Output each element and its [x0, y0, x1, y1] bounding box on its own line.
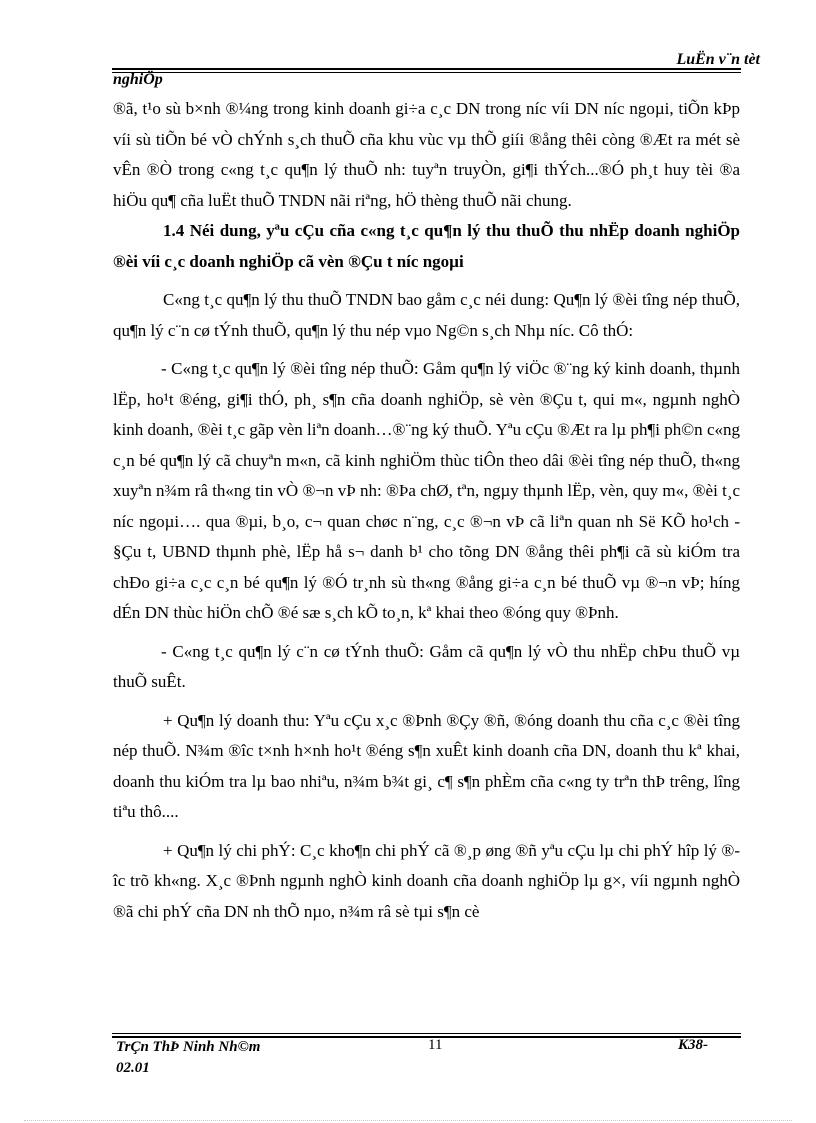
footer-author-code: 02.01: [116, 1060, 150, 1076]
paragraph: + Qu¶n lý chi phÝ: C¸c kho¶n chi phÝ cã ®¸p øng ®ñ yªu cÇu lµ chi phÝ hîp lý ®îc trõ kh«ng. X¸c ®Þnh ngµnh nghÒ kinh doanh cña doanh nghiÖp lµ g×, víi ngµnh nghÒ ®ã chi phÝ cña DN nh thÕ nµo, n¾m râ sè tµi s¶n cè: [113, 840, 740, 921]
paragraph: - C«ng t¸c qu¶n lý c¨n cø tÝnh thuÕ: Gåm cã qu¶n lý vÒ thu nhËp chÞu thuÕ vµ thuÕ suÊt.: [113, 641, 740, 691]
header-rule-thin: [112, 72, 741, 73]
paragraph: C«ng t¸c qu¶n lý thu thuÕ TNDN bao gåm c¸c néi dung: Qu¶n lý ®èi tîng nép thuÕ, qu¶n lý c¨n cø tÝnh thuÕ, qu¶n lý thu nép vµo Ng©n s¸ch Nhµ níc. Cô thÓ:: [113, 290, 740, 340]
running-header-title: LuËn v¨n tèt: [676, 51, 760, 68]
running-header-continuation: nghiÖp: [113, 71, 163, 88]
page-bottom-dotted-border: [24, 1120, 792, 1121]
paragraph: + Qu¶n lý doanh thu: Yªu cÇu x¸c ®Þnh ®Çy ®ñ, ®óng doanh thu cña c¸c ®èi tîng nép thuÕ. N¾m ®îc t×nh h×nh ho¹t ®éng s¶n xuÊt kinh doanh cña DN, doanh thu kª khai, doanh thu kiÓm tra lµ bao nhiªu, n¾m b¾t gi¸ c¶ s¶n phÈm cña c«ng ty trªn thÞ trêng, lîng tiªu thô....: [113, 710, 740, 821]
footer-author-name: TrÇn ThÞ Ninh Nh©m: [116, 1039, 261, 1055]
header-rule-thick: [112, 68, 741, 70]
paragraph: ®ã, t¹o sù b×nh ®¼ng trong kinh doanh gi÷a c¸c DN trong níc víi DN níc ngoµi, tiÕn kÞp víi sù tiÕn bé vÒ chÝnh s¸ch thuÕ cña khu vùc vµ thÕ giíi ®ång thêi còng ®Æt ra mét sè vÊn ®Ò trong c«ng t¸c qu¶n lý thuÕ nh: tuyªn truyÒn, gi¶i thÝch...®Ó ph¸t huy tèi ®a hiÖu qu¶ cña luËt thuÕ TNDN nãi riªng, hÖ thèng thuÕ nãi chung.: [113, 99, 740, 210]
section-heading: 1.4 Néi dung, yªu cÇu cña c«ng t¸c qu¶n lý thu thuÕ thu nhËp doanh nghiÖp ®èi víi c¸c doanh nghiÖp cã vèn ®Çu t níc ngoµi: [113, 221, 740, 271]
footer-author: [116, 1037, 260, 1079]
page-number: 11: [428, 1037, 443, 1053]
footer-rule-thin: [112, 1033, 741, 1034]
paragraph: - C«ng t¸c qu¶n lý ®èi tîng nép thuÕ: Gåm qu¶n lý viÖc ®¨ng ký kinh doanh, thµnh lËp, ho¹t ®éng, gi¶i thÓ, ph¸ s¶n cña doanh nghiÖp, sè vèn ®Çu t, qui m«, ngµnh nghÒ kinh doanh, ®èi t¸c gãp vèn liªn doanh…®¨ng ký thuÕ. Yªu cÇu ®Æt ra lµ ph¶i ph©n c«ng c¸n bé qu¶n lý cã chuyªn m«n, cã kinh nghiÖm thùc tiÔn theo dâi ®èi tîng nép thuÕ, th«ng xuyªn n¾m râ th«ng tin vÒ ®¬n vÞ nh: ®Þa chØ, tªn, ngµy thµnh lËp, vèn, quy m«, ®èi t¸c níc ngoµi…. qua ®µi, b¸o, c¬ quan chøc n¨ng, c¸c ®¬n vÞ cã liªn quan nh Së KÕ ho¹ch - §Çu t, UBND thµnh phè, lËp hå s¬ danh b¹ cho tõng DN ®ång thêi ph¶i cã sù kiÓm tra chÐo gi÷a c¸c c¸n bé qu¶n lý ®Ó tr¸nh sù th«ng ®ång gi÷a c¸n bé thuÕ vµ ®¬n vÞ; híng dÉn DN thùc hiÖn chÕ ®é sæ s¸ch kÕ to¸n, kª khai theo ®óng quy ®Þnh.: [113, 359, 740, 622]
body-text: [113, 94, 740, 927]
footer-class-code: K38-: [678, 1037, 708, 1053]
